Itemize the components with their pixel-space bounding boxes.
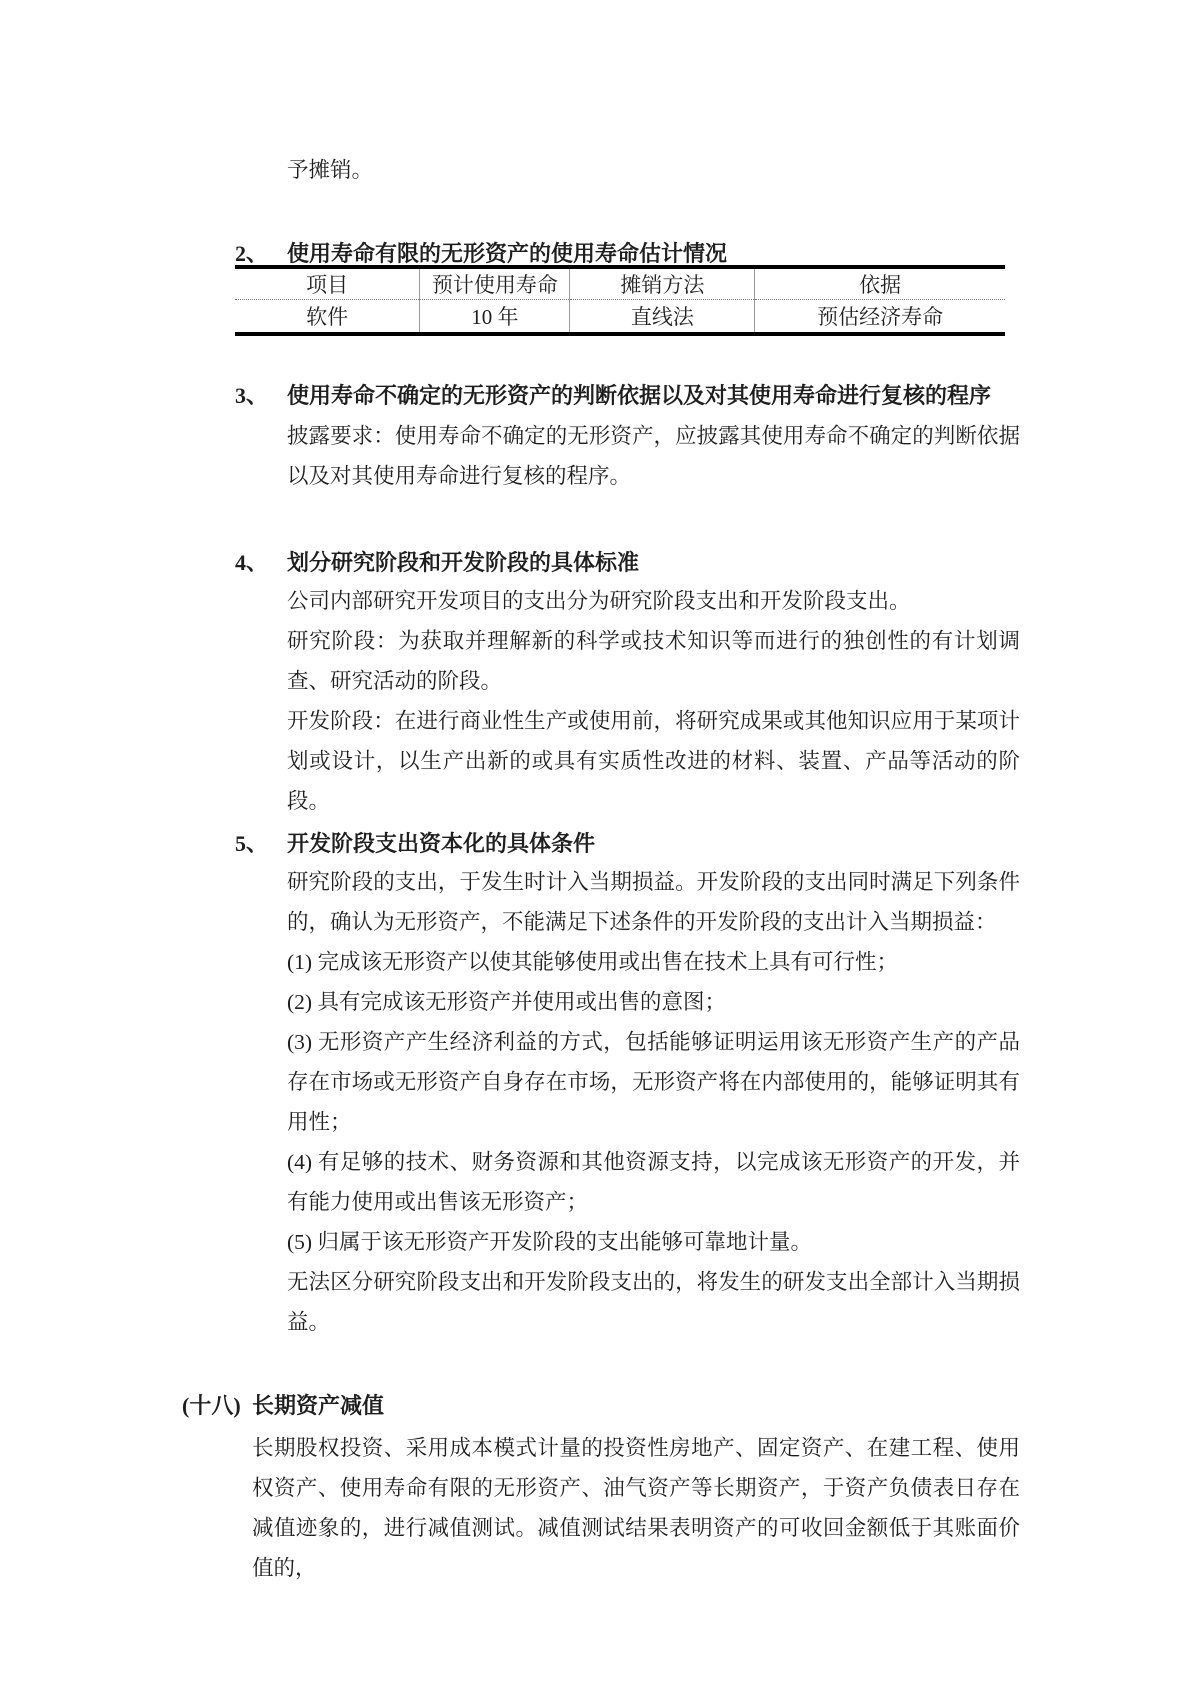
table-header-expected-life: 预计使用寿命 [420,267,570,300]
table-header-item: 项目 [235,267,420,300]
section-2-number: 2、 [235,241,269,266]
section-3-heading [235,376,1025,416]
section-2-title: 使用寿命有限的无形资产的使用寿命估计情况 [287,241,728,266]
section-4-heading [235,543,1025,583]
section-3-title: 使用寿命不确定的无形资产的判断依据以及对其使用寿命进行复核的程序 [287,383,992,408]
table-header-basis: 依据 [755,267,1005,300]
table-cell-expected-life: 10 年 [420,300,570,334]
section-18-body [252,1428,1020,1588]
section-18-number: (十八) [182,1393,241,1418]
useful-life-table [235,265,1005,336]
section-5-title: 开发阶段支出资本化的具体条件 [287,831,596,856]
section-4-paragraph: 开发阶段：在进行商业性生产或使用前，将研究成果或其他知识应用于某项计划或设计，以生产出新的或具有实质性改进的材料、装置、产品等活动的阶段。 [287,709,1020,813]
section-3-paragraph: 披露要求：使用寿命不确定的无形资产，应披露其使用寿命不确定的判断依据以及对其使用寿命进行复核的程序。 [287,424,1020,488]
section-4-paragraph: 公司内部研究开发项目的支出分为研究阶段支出和开发阶段支出。 [287,589,911,613]
section-3-number: 3、 [235,383,269,408]
section-5-condition-1: (1) 完成该无形资产以使其能够使用或出售在技术上具有可行性； [287,950,898,974]
table-cell-amortization-method: 直线法 [570,300,755,334]
section-4-number: 4、 [235,550,269,575]
section-18-heading [182,1386,1032,1426]
section-18-paragraph: 长期股权投资、采用成本模式计量的投资性房地产、固定资产、在建工程、使用权资产、使用寿命有限的无形资产、油气资产等长期资产，于资产负债表日存在减值迹象的，进行减值测试。减值测试结果表明资产的可收回金额低于其账面价值的， [252,1436,1020,1580]
section-5-condition-4: (4) 有足够的技术、财务资源和其他资源支持，以完成该无形资产的开发，并有能力使用或出售该无形资产； [287,1150,1020,1214]
section-5-paragraph: 研究阶段的支出，于发生时计入当期损益。开发阶段的支出同时满足下列条件的，确认为无形资产，不能满足下述条件的开发阶段的支出计入当期损益： [287,870,1020,934]
table-header-row [235,267,1005,300]
section-5-number: 5、 [235,831,269,856]
section-4-title: 划分研究阶段和开发阶段的具体标准 [287,550,640,575]
table-cell-item: 软件 [306,304,349,329]
intro-paragraph: 予摊销。 [287,158,374,182]
section-5-condition-3: (3) 无形资产产生经济利益的方式，包括能够证明运用该无形资产生产的产品存在市场或无形资产自身存在市场，无形资产将在内部使用的，能够证明其有用性； [287,1030,1020,1134]
section-4-paragraph: 研究阶段：为获取并理解新的科学或技术知识等而进行的独创性的有计划调查、研究活动的阶段。 [287,629,1020,693]
section-5-body [287,862,1020,1342]
section-5-paragraph: 无法区分研究阶段支出和开发阶段支出的，将发生的研发支出全部计入当期损益。 [287,1270,1020,1334]
table-header-amortization-method: 摊销方法 [570,267,755,300]
section-18-title: 长期资产减值 [252,1393,385,1418]
section-5-condition-2: (2) 具有完成该无形资产并使用或出售的意图； [287,990,726,1014]
section-3-body [287,416,1020,496]
section-4-body [287,581,1020,821]
table-cell-basis: 预估经济寿命 [755,300,1005,334]
section-5-heading [235,824,1025,864]
section-5-condition-5: (5) 归属于该无形资产开发阶段的支出能够可靠地计量。 [287,1230,812,1254]
table-row [235,300,1005,334]
